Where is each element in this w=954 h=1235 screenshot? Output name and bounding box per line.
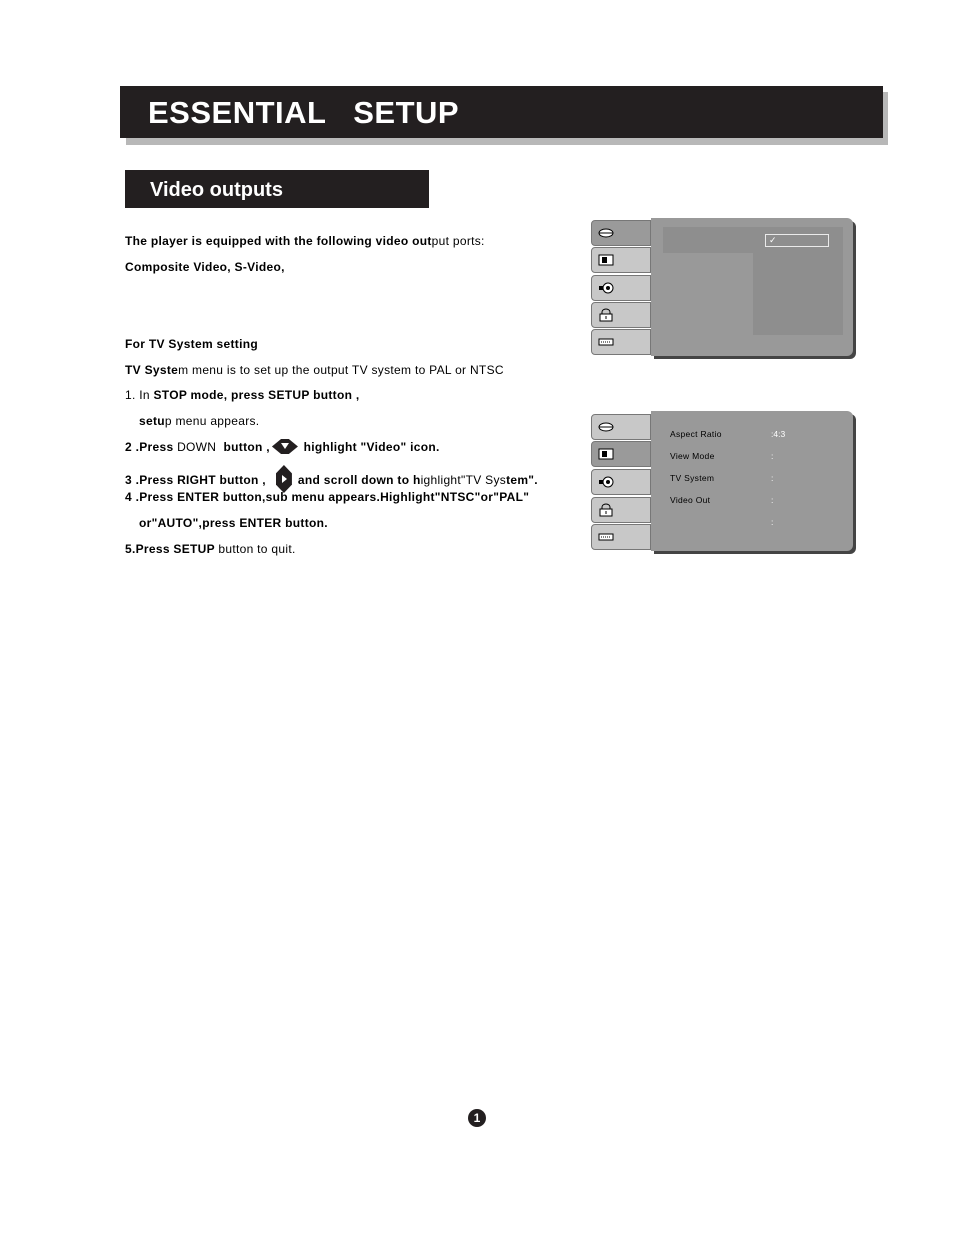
tv-system-checkbox[interactable]: [765, 234, 829, 247]
step-1-b: STOP mode, press SETUP button ,: [153, 388, 360, 402]
ports-line: Composite Video, S-Video,: [125, 260, 285, 274]
step-2-c: button ,: [223, 440, 270, 454]
tv-system-desc-rest: m menu is to set up the output TV system to PAL or NTSC: [178, 363, 504, 377]
header-banner: [120, 86, 883, 138]
menu-row-tv-system[interactable]: TV System: [670, 473, 715, 483]
misc-icon: [598, 335, 614, 349]
menu-row-aspect-ratio[interactable]: Aspect Ratio: [670, 429, 722, 439]
osd1-tab-disc: [591, 220, 651, 246]
section-header: [125, 170, 429, 208]
step-1-cont-bold: setu: [139, 414, 165, 428]
step-5-bold: 5.Press SETUP: [125, 542, 219, 556]
step-5-rest: button to quit.: [218, 542, 296, 556]
osd-screen-2: [591, 411, 856, 556]
step-2: [125, 439, 440, 454]
step-4-cont: or"AUTO",press ENTER button.: [139, 516, 328, 530]
menu-value-aspect-ratio: :4:3: [771, 429, 786, 439]
menu-row-video-out[interactable]: Video Out: [670, 495, 711, 505]
disc-icon: [598, 420, 614, 434]
step-3-b: and scroll down to h: [297, 473, 421, 487]
osd1-tab-video: [591, 247, 651, 273]
video-icon: [598, 447, 614, 461]
step-2-a: 2 .Press: [125, 440, 178, 454]
video-icon: [598, 253, 614, 267]
osd1-tab-misc: [591, 329, 651, 355]
menu-value-blank: :: [771, 517, 774, 527]
lock-icon: [598, 503, 614, 517]
osd2-tab-misc: [591, 524, 651, 550]
osd2-tab-lock: [591, 497, 651, 523]
step-1-cont: [139, 414, 259, 428]
step-2-d: highlight "Video" icon.: [299, 440, 440, 454]
osd1-tab-audio: [591, 275, 651, 301]
page-number: 1: [468, 1109, 486, 1127]
disc-icon: [598, 226, 614, 240]
audio-icon: [598, 475, 614, 489]
intro-bold: The player is equipped with the following video out: [125, 234, 432, 248]
osd-submenu-area: [753, 253, 843, 335]
tv-system-heading: For TV System setting: [125, 337, 258, 351]
step-3-d: tem".: [506, 473, 538, 487]
menu-value-view-mode: :: [771, 451, 774, 461]
checkmark-icon: ✓: [769, 235, 777, 245]
step-3: [125, 465, 538, 493]
tv-system-desc: [125, 363, 504, 377]
page-title: ESSENTIAL SETUP: [148, 95, 460, 130]
osd1-tab-lock: [591, 302, 651, 328]
tv-system-desc-bold: TV Syste: [125, 363, 179, 377]
step-3-c: ighlight"TV Sys: [420, 473, 507, 487]
section-title: Video outputs: [150, 179, 283, 201]
misc-icon: [598, 530, 614, 544]
lock-icon: [598, 308, 614, 322]
intro-line: [125, 234, 485, 248]
step-4: 4 .Press ENTER button,sub menu appears.Highlight"NTSC"or"PAL": [125, 490, 530, 504]
osd2-tab-disc: [591, 414, 651, 440]
menu-row-view-mode[interactable]: View Mode: [670, 451, 715, 461]
down-button-icon: [272, 439, 298, 454]
intro-rest: put ports:: [431, 234, 485, 248]
audio-icon: [598, 281, 614, 295]
step-2-b: DOWN: [177, 440, 224, 454]
step-1-a: 1. In: [125, 388, 154, 402]
step-1: [125, 388, 360, 402]
osd2-tab-audio: [591, 469, 651, 495]
step-5: [125, 542, 296, 556]
step-1-cont-rest: p menu appears.: [164, 414, 260, 428]
step-3-a: 3 .Press RIGHT button ,: [125, 473, 266, 487]
menu-value-video-out: :: [771, 495, 774, 505]
menu-value-tv-system: :: [771, 473, 774, 483]
osd2-tab-video: [591, 441, 651, 467]
right-button-icon: [276, 465, 292, 493]
